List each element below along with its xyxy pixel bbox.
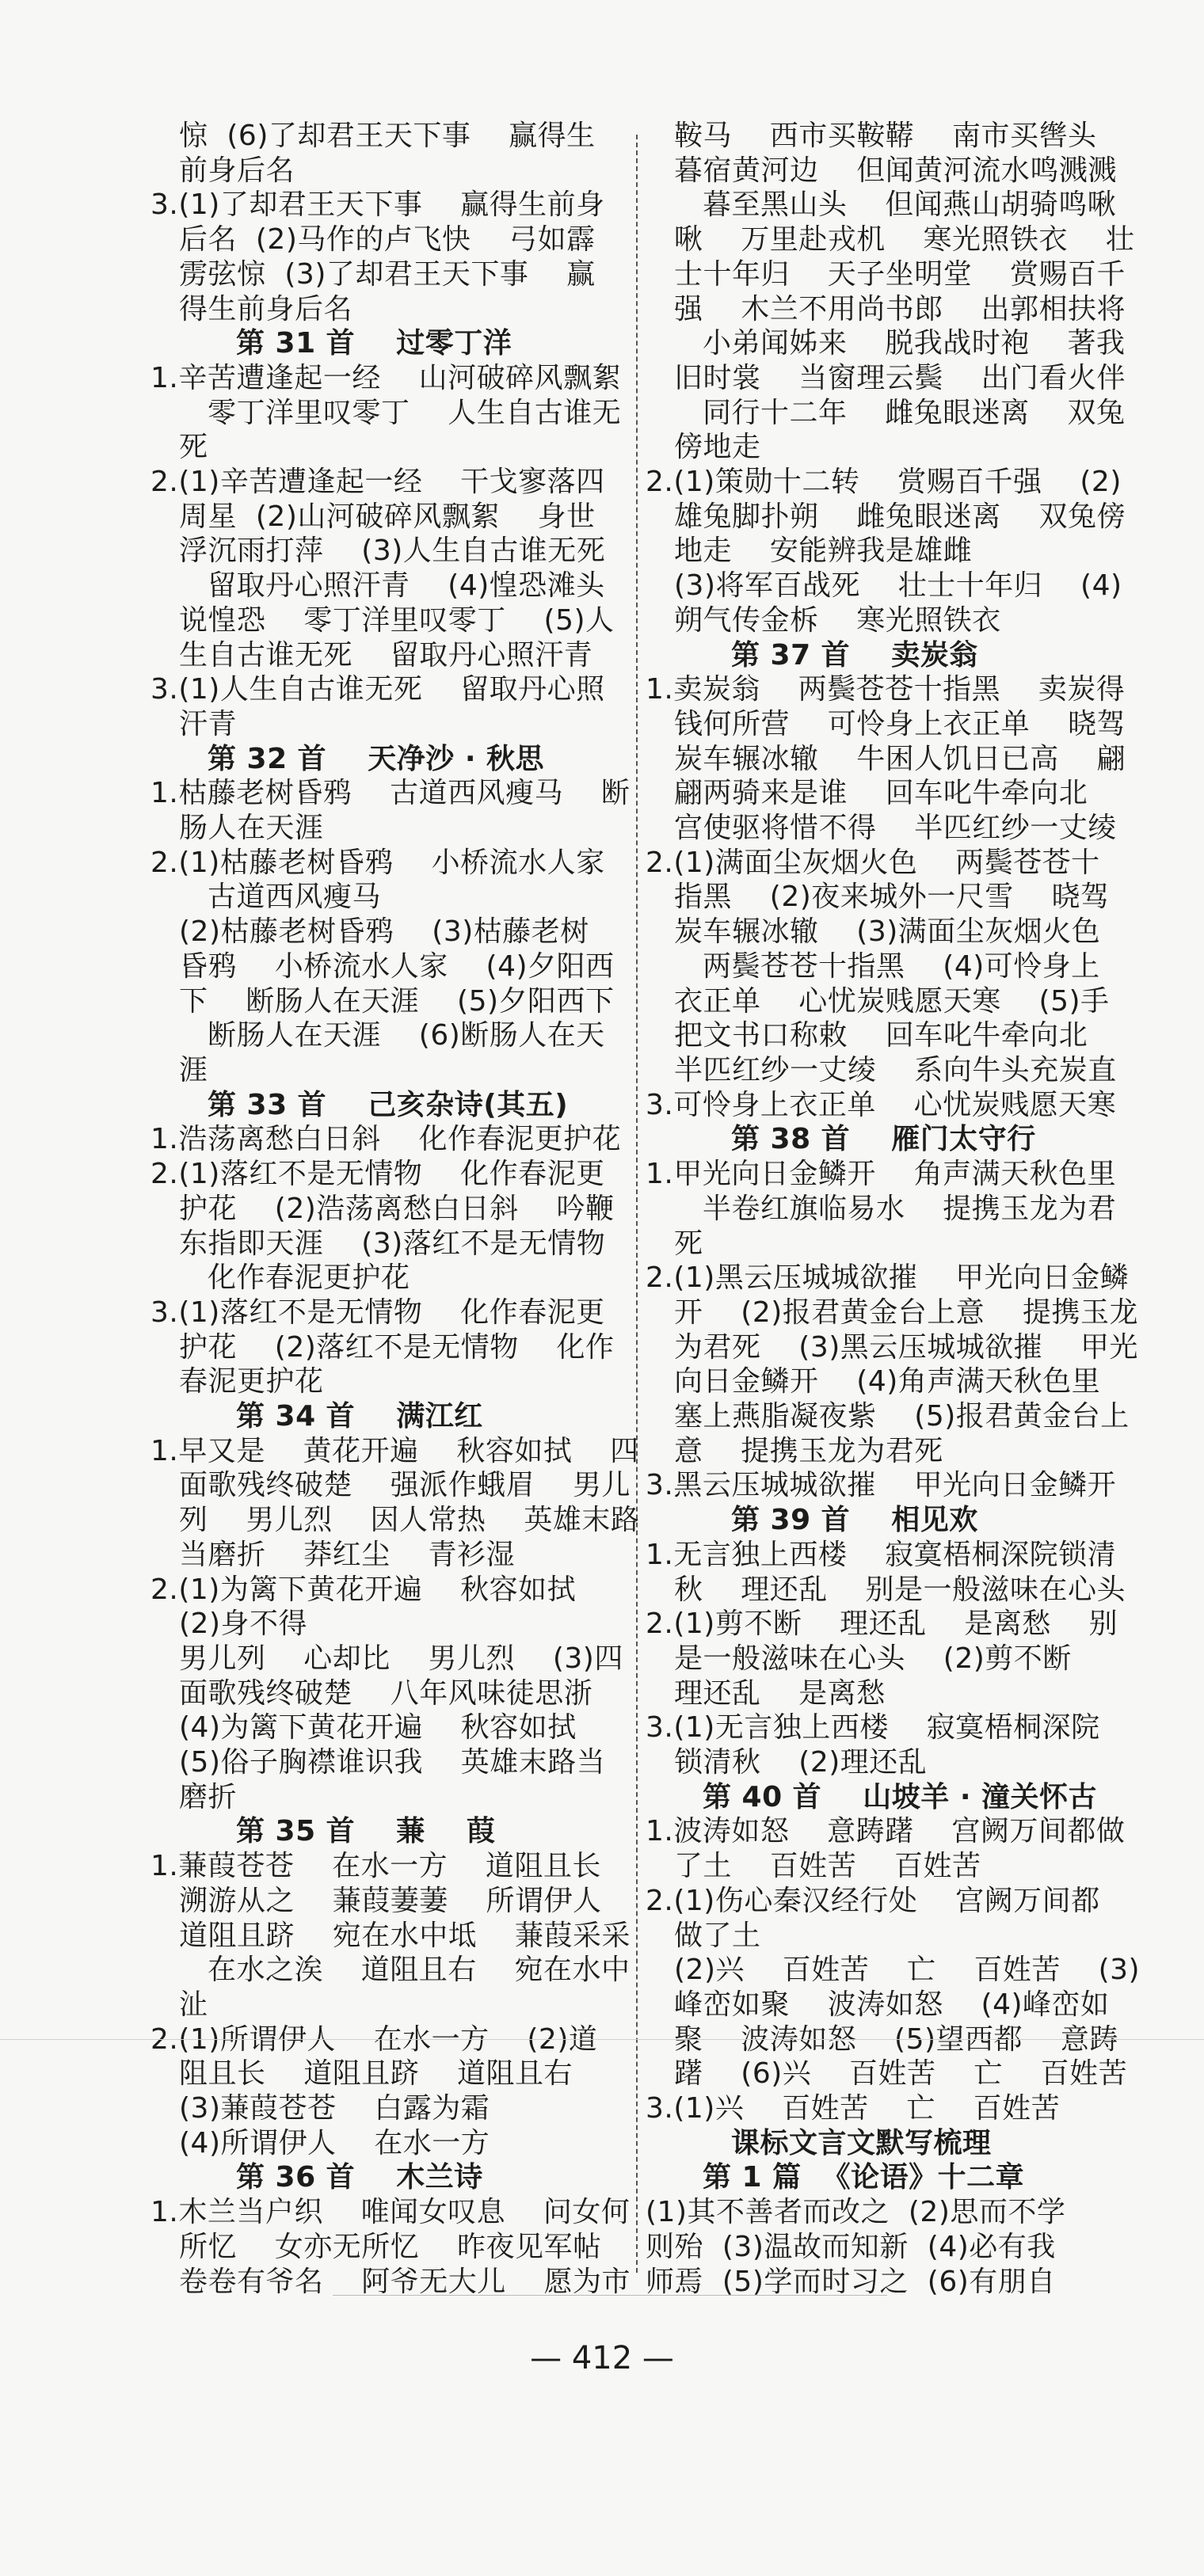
text-line: 啾 万里赴戎机 寒光照铁衣 壮 [674, 223, 1135, 257]
text-line: 是一般滋味在心头 (2)剪不断 [674, 1642, 1072, 1675]
text-line: 2.(1)为篱下黄花开遍 秋容如拭 [150, 1573, 577, 1606]
text-line: (5)俗子胸襟谁识我 英雄末路当 [179, 1746, 606, 1779]
text-line: 雄兔脚扑朔 雌兔眼迷离 双兔傍 [674, 500, 1126, 533]
text-line: 炭车辗冰辙 牛困人饥日已高 翩 [674, 742, 1126, 775]
text-line: 1.卖炭翁 两鬓苍苍十指黑 卖炭得 [646, 673, 1126, 706]
text-line: 1.早又是 黄花开遍 秋容如拭 四 [150, 1434, 639, 1467]
text-line: 涯 [179, 1053, 208, 1086]
text-line: 地走 安能辨我是雄雌 [674, 535, 973, 568]
text-line: 死 [179, 431, 208, 464]
text-line: 则殆 (3)温故而知新 (4)必有我 [646, 2230, 1056, 2263]
text-line: 做了土 [674, 1919, 761, 1952]
text-line: 2.(1)所谓伊人 在水一方 (2)道 [150, 2022, 598, 2056]
text-line: 3.(1)人生自古谁无死 留取丹心照 [150, 673, 605, 706]
section-heading: 第 33 首 己亥杂诗(其五) [208, 1088, 569, 1121]
text-line: 暮宿黄河边 但闻黄河流水鸣溅溅 [674, 154, 1117, 187]
text-line: 1.无言独上西楼 寂寞梧桐深院锁清 [646, 1538, 1117, 1571]
text-line: 傍地走 [674, 431, 761, 464]
text-line: (1)其不善者而改之 (2)思而不学 [646, 2196, 1066, 2229]
right-column [646, 119, 1141, 2299]
text-line: 溯游从之 蒹葭萋萋 所谓伊人 [179, 1884, 602, 1917]
text-line: 生自古谁无死 留取丹心照汗青 [179, 638, 593, 672]
text-line: (2)枯藤老树昏鸦 (3)枯藤老树 [179, 915, 589, 949]
text-line: 锁清秋 (2)理还乱 [674, 1746, 928, 1779]
text-line: 列 男儿烈 因人常热 英雄末路 [179, 1504, 640, 1537]
text-line: 为君死 (3)黑云压城城欲摧 甲光 [674, 1330, 1139, 1364]
text-line: 护花 (2)落红不是无情物 化作 [179, 1330, 615, 1364]
text-line: 半匹红纱一丈绫 系向牛头充炭直 [674, 1053, 1117, 1086]
text-line: 2.(1)黑云压城城欲摧 甲光向日金鳞 [646, 1261, 1130, 1295]
text-line: 面歌残终破楚 八年风味徒思浙 [179, 1676, 593, 1710]
text-line: 1.枯藤老树昏鸦 古道西风瘦马 断 [150, 777, 631, 810]
text-line: 磨折 [179, 1780, 238, 1813]
text-line: 强 木兰不用尚书郎 出郭相扶将 [674, 292, 1126, 325]
section-heading: 第 1 篇 《论语》十二章 [703, 2161, 1025, 2194]
text-line: 道阻且跻 宛在水中坻 蒹葭采采 [179, 1919, 631, 1952]
section-heading: 第 40 首 山坡羊 · 潼关怀古 [703, 1780, 1098, 1813]
text-line: 下 断肠人在天涯 (5)夕阳西下 [179, 984, 615, 1018]
text-line: 留取丹心照汗青 (4)惶恐滩头 [208, 569, 605, 603]
text-line: 护花 (2)浩荡离愁白日斜 吟鞭 [179, 1192, 615, 1225]
footer-rule [333, 2295, 887, 2296]
text-line: 宫使驱将惜不得 半匹红纱一丈绫 [674, 812, 1117, 845]
text-line: 把文书口称敕 回车叱牛牵向北 [674, 1019, 1088, 1052]
section-heading: 第 38 首 雁门太守行 [731, 1123, 1036, 1156]
text-line: 向日金鳞开 (4)角声满天秋色里 [674, 1365, 1101, 1398]
text-line: 2.(1)策勋十二转 赏赐百千强 (2) [646, 466, 1122, 499]
text-line: 卷卷有爷名 阿爷无大儿 愿为市 [179, 2265, 631, 2298]
text-line: 在水之涘 道阻且右 宛在水中 [208, 1954, 631, 1987]
text-line: 1.辛苦遭逢起一经 山河破碎风飘絮 [150, 361, 622, 394]
text-line: 半卷红旗临易水 提携玉龙为君 [703, 1192, 1117, 1225]
text-line: 2.(1)枯藤老树昏鸦 小桥流水人家 [150, 846, 605, 879]
text-line: 东指即天涯 (3)落红不是无情物 [179, 1227, 606, 1260]
text-line: 师焉 (5)学而时习之 (6)有朋自 [646, 2265, 1056, 2298]
text-line: 面歌残终破楚 强派作蛾眉 男儿 [179, 1469, 631, 1502]
text-line: 得生前身后名 [179, 292, 353, 325]
text-line: 旧时裳 当窗理云鬓 出门看火伴 [674, 361, 1126, 394]
text-line: 了土 百姓苦 百姓苦 [674, 1850, 981, 1883]
text-line: 鞍马 西市买鞍鞯 南市买辔头 [674, 120, 1097, 152]
section-heading: 课标文言文默写梳理 [731, 2126, 992, 2159]
text-line: 朔气传金柝 寒光照铁衣 [674, 603, 1001, 637]
section-heading: 第 32 首 天净沙 · 秋思 [208, 742, 545, 775]
text-line: 2.(1)落红不是无情物 化作春泥更 [150, 1158, 605, 1191]
section-heading: 第 31 首 过零丁洋 [236, 327, 512, 360]
section-heading: 第 37 首 卖炭翁 [731, 638, 978, 672]
text-line: 暮至黑山头 但闻燕山胡骑鸣啾 [703, 188, 1117, 222]
text-line: 意 提携玉龙为君死 [674, 1434, 943, 1467]
text-line: 2.(1)满面尘灰烟火色 两鬓苍苍十 [646, 846, 1100, 879]
text-line: 1.浩荡离愁白日斜 化作春泥更护花 [150, 1123, 622, 1156]
text-line: 3.(1)无言独上西楼 寂寞梧桐深院 [646, 1711, 1100, 1745]
text-line: 1.木兰当户织 唯闻女叹息 问女何 [150, 2196, 631, 2229]
text-line: 1.蒹葭苍苍 在水一方 道阻且长 [150, 1850, 601, 1883]
text-line: 3.(1)兴 百姓苦 亡 百姓苦 [646, 2092, 1061, 2125]
text-line: 小弟闻姊来 脱我战时袍 著我 [703, 327, 1126, 360]
text-line: 聚 波涛如怒 (5)望西都 意踌 [674, 2022, 1118, 2056]
text-line: 浮沉雨打萍 (3)人生自古谁无死 [179, 535, 606, 568]
text-line: (2)兴 百姓苦 亡 百姓苦 (3) [674, 1954, 1141, 1987]
text-line: (2)身不得 [179, 1608, 307, 1641]
text-line: 两鬓苍苍十指黑 (4)可怜身上 [703, 949, 1100, 983]
text-line: 断肠人在天涯 (6)断肠人在天 [208, 1019, 605, 1052]
text-line: 雳弦惊 (3)了却君王天下事 赢 [179, 257, 596, 291]
text-line: 2.(1)伤心秦汉经行处 宫阙万间都 [646, 1884, 1100, 1917]
left-column [150, 119, 640, 2299]
section-heading: 第 35 首 蒹 葭 [236, 1815, 496, 1848]
text-line: 3.黑云压城城欲摧 甲光向日金鳞开 [646, 1469, 1117, 1502]
text-line: 周星 (2)山河破碎风飘絮 身世 [179, 500, 596, 533]
text-line: 1.甲光向日金鳞开 角声满天秋色里 [646, 1158, 1117, 1191]
text-line: 3.(1)落红不是无情物 化作春泥更 [150, 1296, 605, 1329]
text-line: (3)将军百战死 壮士十年归 (4) [674, 569, 1122, 603]
page-number: — 412 — [530, 2340, 674, 2376]
text-line: 阻且长 道阻且跻 道阻且右 [179, 2057, 573, 2091]
text-line: 翩两骑来是谁 回车叱牛牵向北 [674, 777, 1088, 810]
text-line: 昏鸦 小桥流水人家 (4)夕阳西 [179, 949, 615, 983]
section-heading: 第 36 首 木兰诗 [236, 2161, 483, 2194]
text-line: 躇 (6)兴 百姓苦 亡 百姓苦 [674, 2057, 1128, 2091]
section-heading: 第 34 首 满江红 [236, 1400, 483, 1433]
text-line: 同行十二年 雌兔眼迷离 双兔 [703, 396, 1126, 429]
text-line: 士十年归 天子坐明堂 赏赐百千 [674, 257, 1126, 291]
text-line: 惊 (6)了却君王天下事 赢得生 [179, 120, 596, 152]
section-heading: 第 39 首 相见欢 [731, 1504, 978, 1537]
text-line: 钱何所营 可怜身上衣正单 晓驾 [674, 707, 1126, 740]
text-line: 当磨折 莽红尘 青衫湿 [179, 1538, 516, 1571]
text-line: 开 (2)报君黄金台上意 提携玉龙 [674, 1296, 1139, 1329]
text-line: 化作春泥更护花 [208, 1261, 410, 1295]
text-line: 春泥更护花 [179, 1365, 324, 1398]
scan-crease [0, 2039, 1204, 2040]
text-line: 零丁洋里叹零丁 人生自古谁无 [208, 396, 622, 429]
text-line: 所忆 女亦无所忆 昨夜见军帖 [179, 2230, 602, 2263]
text-line: 秋 理还乱 别是一般滋味在心头 [674, 1573, 1126, 1606]
text-line: 3.可怜身上衣正单 心忧炭贱愿天寒 [646, 1088, 1117, 1121]
text-line: 理还乱 是离愁 [674, 1676, 886, 1710]
text-line: 汗青 [179, 707, 238, 740]
text-line: (4)为篱下黄花开遍 秋容如拭 [179, 1711, 577, 1745]
text-line: 说惶恐 零丁洋里叹零丁 (5)人 [179, 603, 615, 637]
text-line: 1.波涛如怒 意踌躇 宫阙万间都做 [646, 1815, 1126, 1848]
text-line: 2.(1)剪不断 理还乱 是离愁 别 [646, 1608, 1118, 1641]
text-line: 塞上燕脂凝夜紫 (5)报君黄金台上 [674, 1400, 1130, 1433]
text-line: 前身后名 [179, 154, 295, 187]
text-line: 炭车辗冰辙 (3)满面尘灰烟火色 [674, 915, 1101, 949]
text-line: 沚 [179, 1988, 208, 2021]
text-line: (3)蒹葭苍苍 白露为霜 [179, 2092, 490, 2125]
text-line: 衣正单 心忧炭贱愿天寒 (5)手 [674, 984, 1110, 1018]
text-line: 3.(1)了却君王天下事 赢得生前身 [150, 188, 605, 222]
column-divider [636, 135, 638, 2273]
text-line: 死 [674, 1227, 703, 1260]
text-line: 指黑 (2)夜来城外一尺雪 晓驾 [674, 881, 1110, 914]
text-line: 古道西风瘦马 [208, 881, 382, 914]
text-line: 肠人在天涯 [179, 812, 324, 845]
text-line: 后名 (2)马作的卢飞快 弓如霹 [179, 223, 596, 257]
text-line: 2.(1)辛苦遭逢起一经 干戈寥落四 [150, 466, 605, 499]
text-line: (4)所谓伊人 在水一方 [179, 2126, 490, 2159]
text-line: 峰峦如聚 波涛如怒 (4)峰峦如 [674, 1988, 1110, 2021]
text-line: 男儿列 心却比 男儿烈 (3)四 [179, 1642, 623, 1675]
